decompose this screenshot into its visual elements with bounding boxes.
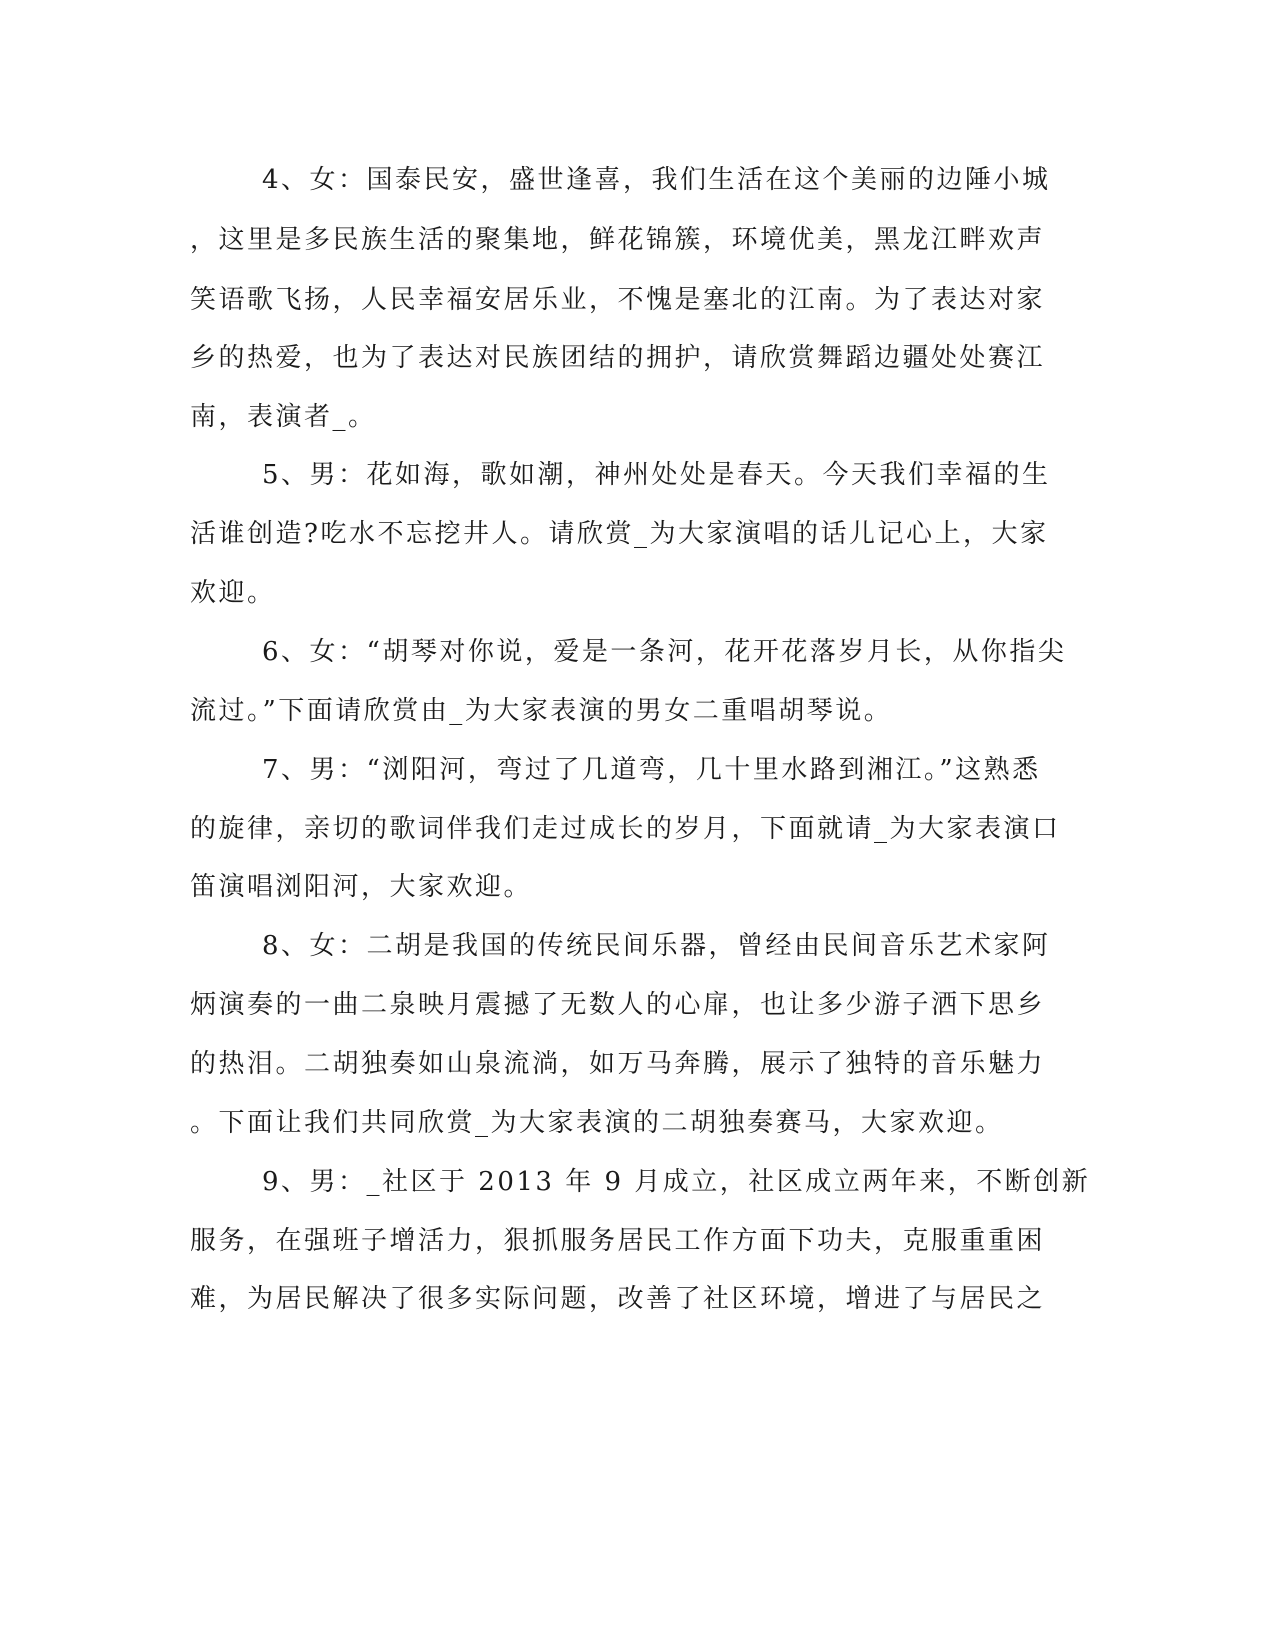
paragraph-6-line-1: 6、女：“胡琴对你说，爱是一条河，花开花落岁月长，从你指尖 (262, 637, 1067, 667)
paragraph-8-line-2: 炳演奏的一曲二泉映月震撼了无数人的心扉，也让多少游子洒下思乡 (190, 990, 1046, 1020)
paragraph-4-line-1: 4、女：国泰民安，盛世逢喜，我们生活在这个美丽的边陲小城 (262, 165, 1051, 195)
paragraph-7-line-2: 的旋律，亲切的歌词伴我们走过成长的岁月，下面就请_为大家表演口 (190, 814, 1061, 844)
paragraph-9-line-1: 9、男：_社区于 2013 年 9 月成立，社区成立两年来，不断创新 (262, 1167, 1091, 1197)
paragraph-9-line-3: 难，为居民解决了很多实际问题，改善了社区环境，增进了与居民之 (190, 1284, 1046, 1314)
paragraph-8-line-4: 。下面让我们共同欣赏_为大家表演的二胡独奏赛马，大家欢迎。 (190, 1108, 1004, 1138)
paragraph-7-line-3: 笛演唱浏阳河，大家欢迎。 (190, 872, 533, 902)
paragraph-8-line-3: 的热泪。二胡独奏如山泉流淌，如万马奔腾，展示了独特的音乐魅力 (190, 1049, 1046, 1079)
paragraph-9-line-2: 服务，在强班子增活力，狠抓服务居民工作方面下功夫，克服重重困 (190, 1226, 1046, 1256)
paragraph-5-line-2: 活谁创造?吃水不忘挖井人。请欣赏_为大家演唱的话儿记心上，大家 (190, 519, 1049, 549)
paragraph-6-line-2: 流过。”下面请欣赏由_为大家表演的男女二重唱胡琴说。 (190, 696, 893, 726)
paragraph-4-line-2: ，这里是多民族生活的聚集地，鲜花锦簇，环境优美，黑龙江畔欢声 (190, 225, 1046, 255)
paragraph-5-line-1: 5、男：花如海，歌如潮，神州处处是春天。今天我们幸福的生 (262, 460, 1051, 490)
paragraph-4-line-3: 笑语歌飞扬，人民幸福安居乐业，不愧是塞北的江南。为了表达对家 (190, 285, 1046, 315)
paragraph-4-line-4: 乡的热爱，也为了表达对民族团结的拥护，请欣赏舞蹈边疆处处赛江 (190, 343, 1046, 373)
paragraph-4-line-5: 南，表演者_。 (190, 402, 377, 432)
paragraph-8-line-1: 8、女：二胡是我国的传统民间乐器，曾经由民间音乐艺术家阿 (262, 931, 1051, 961)
paragraph-7-line-1: 7、男：“浏阳河，弯过了几道弯，几十里水路到湘江。”这熟悉 (262, 755, 1041, 785)
paragraph-5-line-3: 欢迎。 (190, 578, 276, 608)
